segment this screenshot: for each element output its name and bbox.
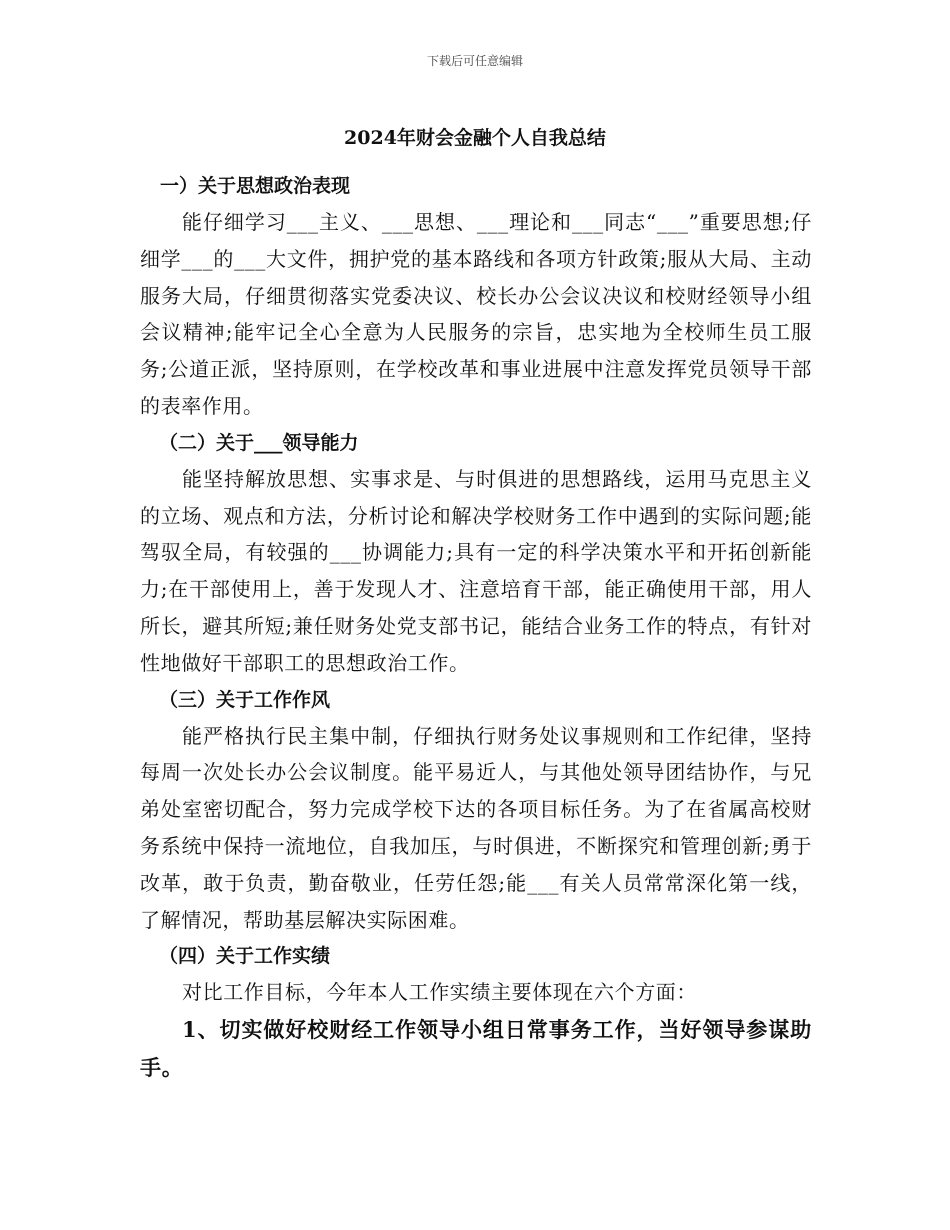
document-title: 2024年财会金融个人自我总结 [344, 127, 606, 149]
section-paragraph-political: 能仔细学习___主义、___思想、___理论和___同志“___”重要思想;仔细学___的___大文件，拥护党的基本路线和各项方针政策;服从大局、主动服务大局，仔细贯彻落实党委决议、校长办公会议决议和校财经领导小组会议精神;能牢记全心全意为人民服务的宗旨，忠实地为全校师生员工服务;公道正派，坚持原则，在学校改革和事业进展中注意发挥党员领导干部的表率作用。 [140, 210, 812, 418]
section-heading-work-style: （三）关于工作作风 [159, 688, 331, 711]
document-body [140, 168, 812, 1087]
section-heading-leadership: （二）关于___领导能力 [159, 431, 359, 454]
section-paragraph-achievements: 对比工作目标，今年本人工作实绩主要体现在六个方面： [182, 980, 697, 1005]
section-paragraph-leadership: 能坚持解放思想、实事求是、与时俱进的思想路线，运用马克思主义的立场、观点和方法，分析讨论和解决学校财务工作中遇到的实际问题;能驾驭全局，有较强的___协调能力;具有一定的科学决策水平和开拓创新能力;在干部使用上，善于发现人才、注意培育干部，能正确使用干部，用人所长，避其所短;兼任财务处党支部书记，能结合业务工作的特点，有针对性地做好干部职工的思想政治工作。 [140, 466, 812, 675]
section-paragraph-work-style: 能严格执行民主集中制，仔细执行财务处议事规则和工作纪律，坚持每周一次处长办公会议制度。能平易近人，与其他处领导团结协作，与兄弟处室密切配合，努力完成学校下达的各项目标任务。为了在省属高校财务系统中保持一流地位，自我加压，与时俱进，不断探究和管理创新;勇于改革，敢于负责，勤奋敬业，任劳任怨;能___有关人员常常深化第一线，了解情况，帮助基层解决实际困难。 [140, 723, 812, 932]
achievement-item-1: 1、切实做好校财经工作领导小组日常事务工作，当好领导参谋助手。 [140, 1017, 812, 1081]
section-heading-political: 一）关于思想政治表现 [160, 175, 351, 197]
section-heading-achievements: （四）关于工作实绩 [159, 945, 331, 968]
page-header-note: 下载后可任意编辑 [426, 54, 523, 68]
